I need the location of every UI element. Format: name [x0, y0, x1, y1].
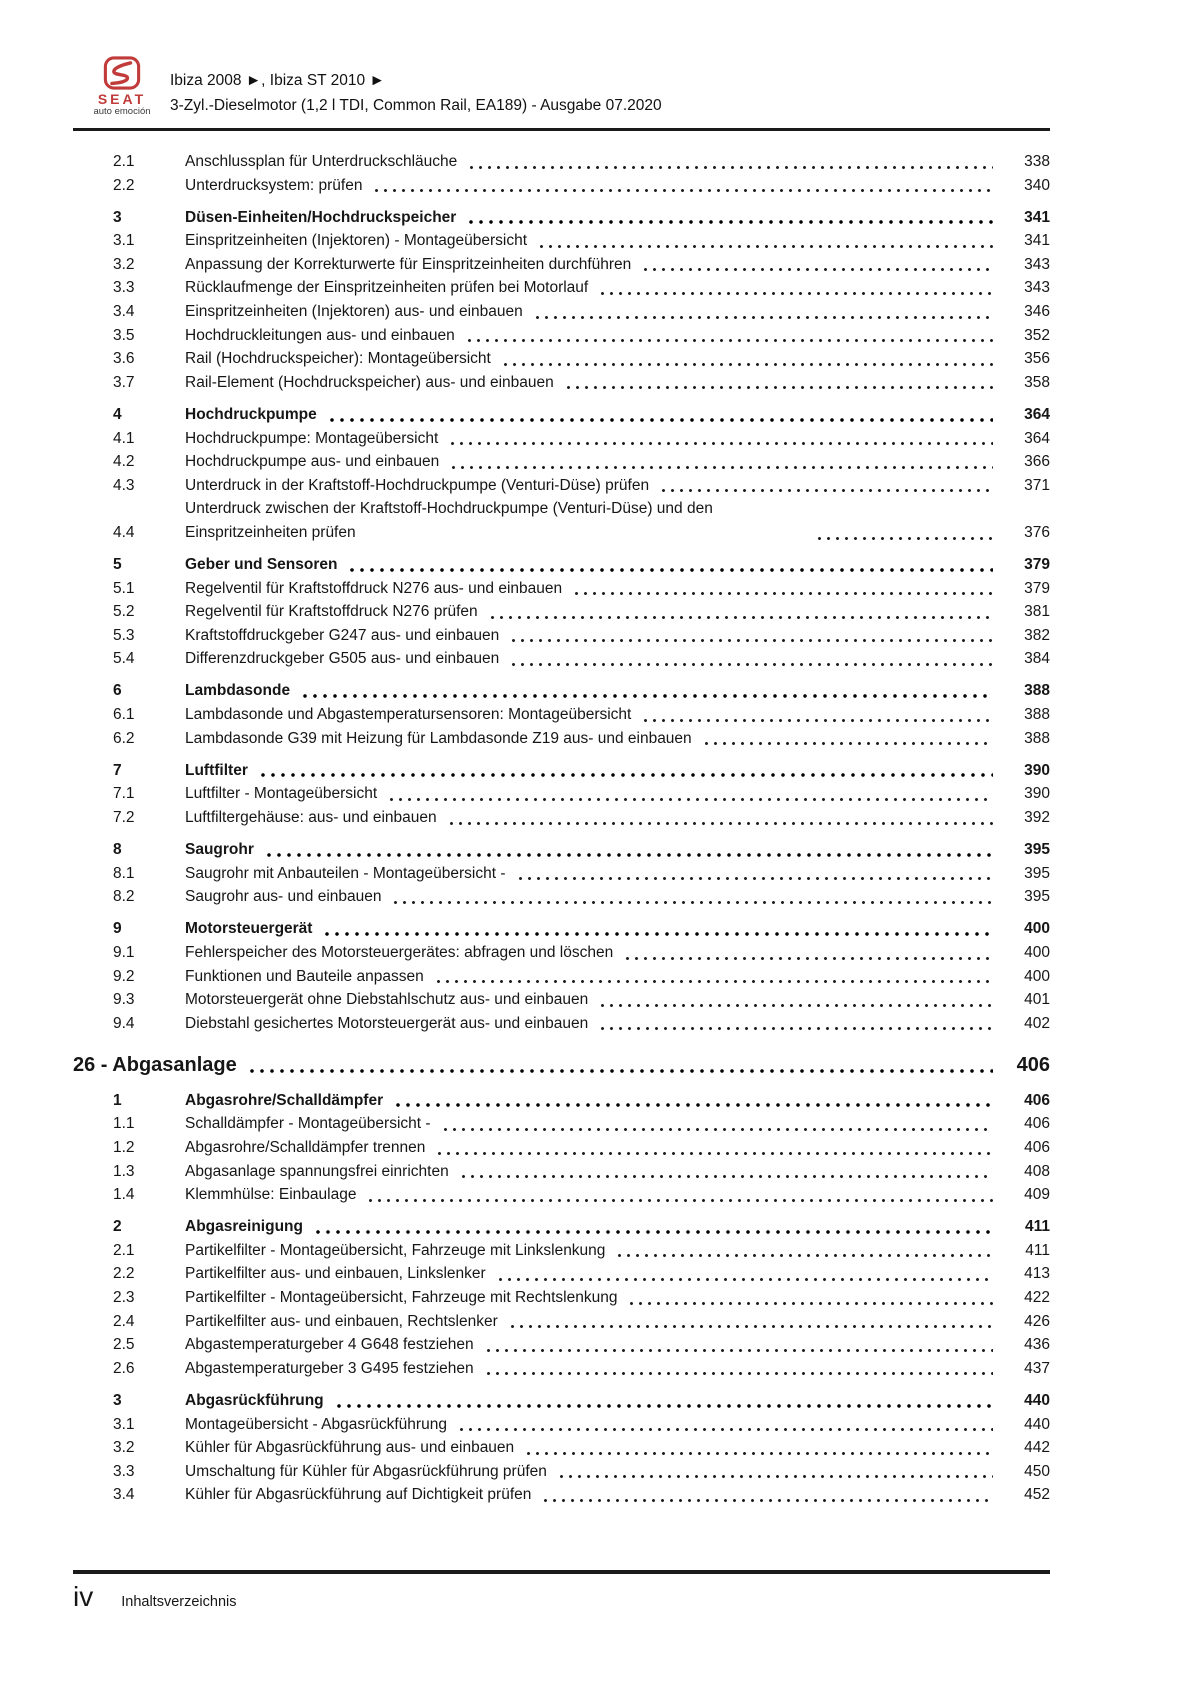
- dot-leader: [623, 955, 993, 961]
- toc-entry-title: Diebstahl gesichertes Motorsteuergerät aus- und einbauen: [185, 1014, 589, 1032]
- toc-entry-title: Unterdruck zwischen der Kraftstoff-Hochdruckpumpe (Venturi-Düse) und den Einspritzeinheiten prüfen: [185, 500, 713, 541]
- toc-entry-page: 408: [1024, 1162, 1050, 1180]
- toc-entry-number: 9.2: [113, 967, 135, 985]
- toc-entry-title: Abgasanlage spannungsfrei einrichten: [185, 1162, 449, 1180]
- seat-logo: [86, 56, 158, 117]
- toc-entry-number: 9.3: [113, 991, 135, 1009]
- toc-entry: [73, 150, 1050, 174]
- toc-entry: [73, 647, 1050, 671]
- toc-entry-number: 2.6: [113, 1359, 135, 1377]
- toc-entry-number: 3.7: [113, 373, 135, 391]
- toc-entry-title: Differenzdruckgeber G505 aus- und einbauen: [185, 650, 500, 668]
- toc-entry-page: 341: [1024, 232, 1050, 250]
- toc-entry: [73, 806, 1050, 830]
- toc-entry-title: Saugrohr mit Anbauteilen - Montageübersicht -: [185, 864, 506, 882]
- toc-entry-title: Montageübersicht - Abgasrückführung: [185, 1415, 447, 1433]
- toc-entry-number: 3.3: [113, 1462, 135, 1480]
- toc-entry-number: 4.3: [113, 476, 135, 494]
- toc-entry: [73, 347, 1050, 371]
- toc-entry-number: 3.3: [113, 279, 135, 297]
- dot-leader: [598, 1002, 993, 1008]
- toc-entry-number: 8: [113, 841, 122, 859]
- toc-entry-title: Lambdasonde: [185, 682, 291, 700]
- toc-entry-page: 395: [1024, 841, 1050, 859]
- dot-leader: [541, 1497, 993, 1503]
- toc-entry: [73, 253, 1050, 277]
- dot-leader: [627, 1300, 993, 1306]
- dot-leader: [564, 384, 993, 390]
- dot-leader: [533, 314, 993, 320]
- toc-entry: [73, 1050, 1050, 1080]
- toc-entry-page: 400: [1024, 920, 1050, 938]
- toc-entry-title: Hochdruckpumpe: Montageübersicht: [185, 429, 439, 447]
- toc-entry-page: 376: [1024, 523, 1050, 541]
- toc-entry: [73, 450, 1050, 474]
- dot-leader: [448, 440, 993, 446]
- toc-entry-number: 4.2: [113, 453, 135, 471]
- toc-entry-page: 343: [1024, 279, 1050, 297]
- toc-entry-page: 406: [1024, 1091, 1050, 1109]
- toc-entry: [73, 759, 1050, 783]
- toc-entry-title: Kühler für Abgasrückführung auf Dichtigkeit prüfen: [185, 1486, 532, 1504]
- toc-entry: [73, 229, 1050, 253]
- dot-leader: [516, 875, 993, 881]
- dot-leader: [322, 930, 993, 937]
- toc-entry-page: 384: [1024, 650, 1050, 668]
- toc-entry: [73, 553, 1050, 577]
- toc-entry-title: Rail (Hochdruckspeicher): Montageübersicht: [185, 350, 491, 368]
- toc-entry: [73, 1183, 1050, 1207]
- toc-entry-page: 390: [1024, 761, 1050, 779]
- toc-entry-number: 5.3: [113, 626, 135, 644]
- toc-entry-page: 364: [1024, 405, 1050, 423]
- toc-entry: [73, 1012, 1050, 1036]
- toc-entry-number: 6.2: [113, 729, 135, 747]
- toc-entry-title: Klemmhülse: Einbaulage: [185, 1186, 357, 1204]
- toc-entry-number: 5.4: [113, 650, 135, 668]
- toc-entry: [73, 1112, 1050, 1136]
- toc-entry-page: 379: [1024, 579, 1050, 597]
- toc-entry-number: 6.1: [113, 706, 135, 724]
- dot-leader: [449, 464, 993, 470]
- toc-entry: [73, 838, 1050, 862]
- dot-leader: [441, 1126, 993, 1132]
- page-footer: [73, 1570, 1050, 1612]
- toc-entry-number: 3.4: [113, 303, 135, 321]
- dot-leader: [466, 218, 993, 225]
- toc-entry-number: 9.1: [113, 943, 135, 961]
- toc-entry-page: 340: [1024, 176, 1050, 194]
- dot-leader: [524, 1450, 993, 1456]
- toc-entry-page: 392: [1024, 808, 1050, 826]
- dot-leader: [641, 717, 993, 723]
- toc-entry-number: 3.2: [113, 1439, 135, 1457]
- toc-entry: [73, 1286, 1050, 1310]
- toc-entry: [73, 1333, 1050, 1357]
- toc-entry-title: Fehlerspeicher des Motorsteuergerätes: abfragen und löschen: [185, 943, 614, 961]
- dot-leader: [501, 361, 993, 367]
- toc-entry-title: Kraftstoffdruckgeber G247 aus- und einbauen: [185, 626, 500, 644]
- dot-leader: [247, 1067, 993, 1074]
- toc-entry-number: 7: [113, 761, 122, 779]
- dot-leader: [258, 771, 993, 778]
- toc-entry-title: Funktionen und Bauteile anpassen: [185, 967, 424, 985]
- toc-entry-number: 2.5: [113, 1336, 135, 1354]
- footer-divider: [73, 1570, 1050, 1574]
- dot-leader: [459, 1173, 993, 1179]
- dot-leader: [509, 661, 993, 667]
- toc-entry-title: Saugrohr: [185, 841, 254, 859]
- toc-entry-number: 9.4: [113, 1014, 135, 1032]
- dot-leader: [488, 614, 993, 620]
- dot-leader: [484, 1370, 993, 1376]
- toc-entry-number: 8.2: [113, 888, 135, 906]
- toc-entry-number: 2.1: [113, 153, 135, 170]
- toc-entry: [73, 371, 1050, 395]
- toc-entry: [73, 1262, 1050, 1286]
- dot-leader: [372, 187, 993, 193]
- dot-leader: [434, 978, 993, 984]
- toc-entry-page: 411: [1025, 1241, 1050, 1259]
- toc-entry-page: 346: [1024, 303, 1050, 321]
- seat-logo-wordmark: SEAT: [97, 91, 147, 107]
- toc-list: [73, 150, 1050, 1507]
- dot-leader: [334, 1402, 993, 1409]
- toc-entry-title: Regelventil für Kraftstoffdruck N276 aus- und einbauen: [185, 579, 563, 597]
- toc-entry-number: 5: [113, 556, 122, 573]
- dot-leader: [537, 243, 993, 249]
- toc-entry-page: 388: [1024, 729, 1050, 747]
- toc-entry-number: 3.1: [113, 232, 135, 250]
- toc-entry-page: 411: [1024, 1218, 1050, 1236]
- toc-entry-title: Luftfiltergehäuse: aus- und einbauen: [185, 808, 437, 826]
- dot-leader: [387, 796, 993, 802]
- toc-entry: [73, 206, 1050, 230]
- dot-leader: [313, 1228, 993, 1235]
- toc-entry: [73, 727, 1050, 751]
- toc-entry-page: 400: [1024, 943, 1050, 961]
- toc-entry: [73, 276, 1050, 300]
- toc-entry-title: Einspritzeinheiten (Injektoren) aus- und einbauen: [185, 303, 523, 321]
- toc-entry-title: Lambdasonde und Abgastemperatursensoren: Montageübersicht: [185, 706, 632, 724]
- toc-entry: [73, 1136, 1050, 1160]
- toc-entry-title: Luftfilter - Montageübersicht: [185, 785, 378, 803]
- toc-entry-title: Abgasreinigung: [185, 1218, 303, 1236]
- toc-entry-page: 437: [1024, 1359, 1050, 1377]
- toc-entry-page: 364: [1024, 429, 1050, 447]
- toc-entry-number: 4.4: [113, 523, 135, 541]
- toc-entry-page: 436: [1024, 1336, 1050, 1354]
- dot-leader: [347, 566, 993, 573]
- toc-entry-number: 1.4: [113, 1186, 135, 1204]
- toc-entry: [73, 1215, 1050, 1239]
- toc-entry-number: 6: [113, 682, 122, 700]
- toc-entry-number: 2.2: [113, 1265, 135, 1283]
- toc-entry-title: Motorsteuergerät ohne Diebstahlschutz aus- und einbauen: [185, 991, 589, 1009]
- toc-entry: [73, 1436, 1050, 1460]
- toc-entry-page: 409: [1024, 1186, 1050, 1204]
- toc-entry-number: 9: [113, 920, 122, 938]
- toc-entry-page: 452: [1024, 1486, 1050, 1504]
- toc-entry: [73, 1089, 1050, 1113]
- toc-entry-page: 358: [1024, 373, 1050, 391]
- toc-entry-title: Luftfilter: [185, 761, 248, 779]
- toc-entry-title: Einspritzeinheiten (Injektoren) - Montageübersicht: [185, 232, 528, 250]
- dot-leader: [366, 1197, 993, 1203]
- toc-entry-title: Düsen-Einheiten/Hochdruckspeicher: [185, 208, 457, 226]
- dot-leader: [598, 290, 993, 296]
- toc-entry-title: Kühler für Abgasrückführung aus- und einbauen: [185, 1439, 515, 1457]
- toc-entry-page: 395: [1024, 864, 1050, 882]
- toc-entry-number: 2.2: [113, 176, 135, 194]
- toc-entry-number: 4: [113, 405, 122, 423]
- toc-entry-title: Hochdruckpumpe aus- und einbauen: [185, 453, 440, 471]
- toc-entry: [73, 1389, 1050, 1413]
- toc-entry: [73, 324, 1050, 348]
- toc-entry-title: Unterdrucksystem: prüfen: [185, 176, 363, 194]
- dot-leader: [641, 266, 993, 272]
- toc-entry: [73, 862, 1050, 886]
- dot-leader: [598, 1025, 993, 1031]
- toc-entry-number: 4.1: [113, 429, 135, 447]
- toc-entry: [73, 1160, 1050, 1184]
- toc-entry-page: 401: [1024, 991, 1050, 1009]
- dot-leader: [557, 1473, 993, 1479]
- toc-entry-number: 3.2: [113, 255, 135, 273]
- toc-entry: [73, 497, 1050, 544]
- toc-entry-page: 343: [1024, 255, 1050, 273]
- toc-entry-page: 450: [1024, 1462, 1050, 1480]
- dot-leader: [702, 740, 993, 746]
- toc-entry: [73, 174, 1050, 198]
- toc-entry-number: 5.1: [113, 579, 135, 597]
- toc-entry-page: 366: [1024, 453, 1050, 471]
- toc-entry-number: 2: [113, 1218, 122, 1236]
- toc-entry-title: Rücklaufmenge der Einspritzeinheiten prüfen bei Motorlauf: [185, 279, 589, 297]
- toc-entry-page: 395: [1024, 888, 1050, 906]
- dot-leader: [467, 164, 993, 170]
- toc-entry-title: Abgasrückführung: [185, 1391, 324, 1409]
- toc-entry-page: 426: [1024, 1312, 1050, 1330]
- toc-entry-title: Umschaltung für Kühler für Abgasrückführung prüfen: [185, 1462, 547, 1480]
- toc-entry: [73, 679, 1050, 703]
- toc-entry-number: 1.2: [113, 1138, 135, 1156]
- toc-entry-title: Partikelfilter aus- und einbauen, Rechtslenker: [185, 1312, 498, 1330]
- toc-entry-title: Abgastemperaturgeber 3 G495 festziehen: [185, 1359, 474, 1377]
- toc-entry-page: 440: [1024, 1415, 1050, 1433]
- toc-entry-title: Unterdruck in der Kraftstoff-Hochdruckpumpe (Venturi-Düse) prüfen: [185, 476, 650, 494]
- dot-leader: [615, 1252, 993, 1258]
- toc-entry: [73, 1483, 1050, 1507]
- toc-entry: [73, 1357, 1050, 1381]
- toc-entry-number: 1.1: [113, 1115, 135, 1133]
- toc-entry-page: 442: [1024, 1439, 1050, 1457]
- dot-leader: [484, 1347, 993, 1353]
- dot-leader: [264, 851, 993, 858]
- toc-entry: [73, 1460, 1050, 1484]
- toc-entry: [73, 885, 1050, 909]
- toc-entry-title: Saugrohr aus- und einbauen: [185, 888, 382, 906]
- toc-entry-number: 3: [113, 208, 122, 226]
- toc-entry-title: Abgasrohre/Schalldämpfer: [185, 1091, 384, 1109]
- toc-entry-number: 3.6: [113, 350, 135, 368]
- toc-entry-page: 352: [1024, 326, 1050, 344]
- dot-leader: [508, 1323, 993, 1329]
- page-header: [86, 56, 662, 118]
- toc-entry-number: 3.5: [113, 326, 135, 344]
- toc-entry-page: 381: [1024, 603, 1050, 621]
- toc-entry-title: 26 - Abgasanlage: [73, 1054, 237, 1077]
- seat-logo-tagline: auto emoción: [93, 106, 151, 117]
- toc-entry-title: Abgastemperaturgeber 4 G648 festziehen: [185, 1336, 474, 1354]
- toc-entry-page: 371: [1024, 476, 1050, 494]
- toc-entry-page: 413: [1024, 1265, 1050, 1283]
- toc-entry: [73, 988, 1050, 1012]
- toc-entry-number: 7.1: [113, 785, 135, 803]
- toc-entry-title: Anschlussplan für Unterdruckschläuche: [185, 153, 458, 170]
- document-title-engine: 3-Zyl.-Dieselmotor (1,2 l TDI, Common Rail, EA189) - Ausgabe 07.2020: [170, 97, 662, 114]
- dot-leader: [496, 1276, 993, 1282]
- toc-entry-title: Schalldämpfer - Montageübersicht -: [185, 1115, 431, 1133]
- toc-entry-page: 402: [1024, 1014, 1050, 1032]
- toc-entry-number: 7.2: [113, 808, 135, 826]
- toc-entry: [73, 1413, 1050, 1437]
- folio-page-number: iv: [73, 1581, 94, 1612]
- toc-entry: [73, 782, 1050, 806]
- document-title-block: [170, 56, 662, 118]
- dot-leader: [815, 535, 993, 541]
- toc-entry-number: 5.2: [113, 603, 135, 621]
- toc-entry-title: Partikelfilter - Montageübersicht, Fahrzeuge mit Linkslenkung: [185, 1241, 606, 1259]
- toc-entry-number: 3.1: [113, 1415, 135, 1433]
- toc-entry-title: Partikelfilter aus- und einbauen, Linkslenker: [185, 1265, 486, 1283]
- toc-entry-page: 406: [1024, 1138, 1050, 1156]
- dot-leader: [465, 337, 993, 343]
- seat-emblem-icon: [103, 56, 141, 90]
- toc-entry: [73, 403, 1050, 427]
- toc-entry-page: 379: [1024, 556, 1050, 573]
- toc-entry-page: 388: [1024, 682, 1050, 700]
- toc-entry-number: 1.3: [113, 1162, 135, 1180]
- toc-entry-title: Partikelfilter - Montageübersicht, Fahrzeuge mit Rechtslenkung: [185, 1289, 618, 1307]
- toc-entry: [73, 965, 1050, 989]
- toc-entry-number: 2.3: [113, 1289, 135, 1307]
- toc-entry-page: 388: [1024, 706, 1050, 724]
- toc-entry-number: 3: [113, 1391, 122, 1409]
- toc-entry: [73, 577, 1050, 601]
- toc-entry-page: 422: [1024, 1289, 1050, 1307]
- dot-leader: [391, 899, 993, 905]
- dot-leader: [457, 1426, 993, 1432]
- toc-entry-title: Regelventil für Kraftstoffdruck N276 prüfen: [185, 603, 478, 621]
- document-title-models: Ibiza 2008 ►, Ibiza ST 2010 ►: [170, 72, 385, 89]
- toc-entry-number: 3.4: [113, 1486, 135, 1504]
- toc-entry-page: 400: [1024, 967, 1050, 985]
- toc-entry-number: 8.1: [113, 864, 135, 882]
- dot-leader: [435, 1150, 993, 1156]
- toc-entry-page: 338: [1024, 153, 1050, 170]
- toc-entry: [73, 600, 1050, 624]
- toc-entry: [73, 703, 1050, 727]
- toc-entry-title: Motorsteuergerät: [185, 920, 313, 938]
- footer-section-label: Inhaltsverzeichnis: [121, 1594, 237, 1610]
- dot-leader: [509, 637, 993, 643]
- toc-entry-title: Hochdruckpumpe: [185, 405, 317, 423]
- toc-entry-number: 2.1: [113, 1241, 135, 1259]
- toc-entry-title: Rail-Element (Hochdruckspeicher) aus- und einbauen: [185, 373, 554, 391]
- toc-entry-title: Lambdasonde G39 mit Heizung für Lambdasonde Z19 aus- und einbauen: [185, 729, 692, 747]
- toc-entry: [73, 1239, 1050, 1263]
- dot-leader: [300, 692, 993, 699]
- toc-entry-page: 440: [1024, 1391, 1050, 1409]
- toc-entry-title: Anpassung der Korrekturwerte für Einspritzeinheiten durchführen: [185, 255, 632, 273]
- toc-entry: [73, 941, 1050, 965]
- toc-entry: [73, 474, 1050, 498]
- toc-entry: [73, 1310, 1050, 1334]
- toc-entry-page: 406: [1024, 1115, 1050, 1133]
- header-divider: [73, 128, 1050, 131]
- toc-entry: [73, 300, 1050, 324]
- toc-entry-title: Hochdruckleitungen aus- und einbauen: [185, 326, 455, 344]
- dot-leader: [327, 416, 993, 423]
- toc-entry-page: 356: [1024, 350, 1050, 368]
- dot-leader: [447, 820, 993, 826]
- toc-entry: [73, 917, 1050, 941]
- dot-leader: [659, 487, 993, 493]
- toc-entry-page: 406: [1016, 1054, 1050, 1077]
- toc-entry-page: 382: [1024, 626, 1050, 644]
- toc-entry-page: 390: [1024, 785, 1050, 803]
- toc-entry-number: 2.4: [113, 1312, 135, 1330]
- dot-leader: [572, 590, 993, 596]
- toc-entry-number: 1: [113, 1091, 122, 1109]
- toc-entry-title: Abgasrohre/Schalldämpfer trennen: [185, 1138, 426, 1156]
- toc-entry: [73, 624, 1050, 648]
- toc-entry-title: Geber und Sensoren: [185, 556, 338, 573]
- toc-entry: [73, 427, 1050, 451]
- toc-entry-page: 341: [1024, 208, 1050, 226]
- dot-leader: [393, 1101, 993, 1108]
